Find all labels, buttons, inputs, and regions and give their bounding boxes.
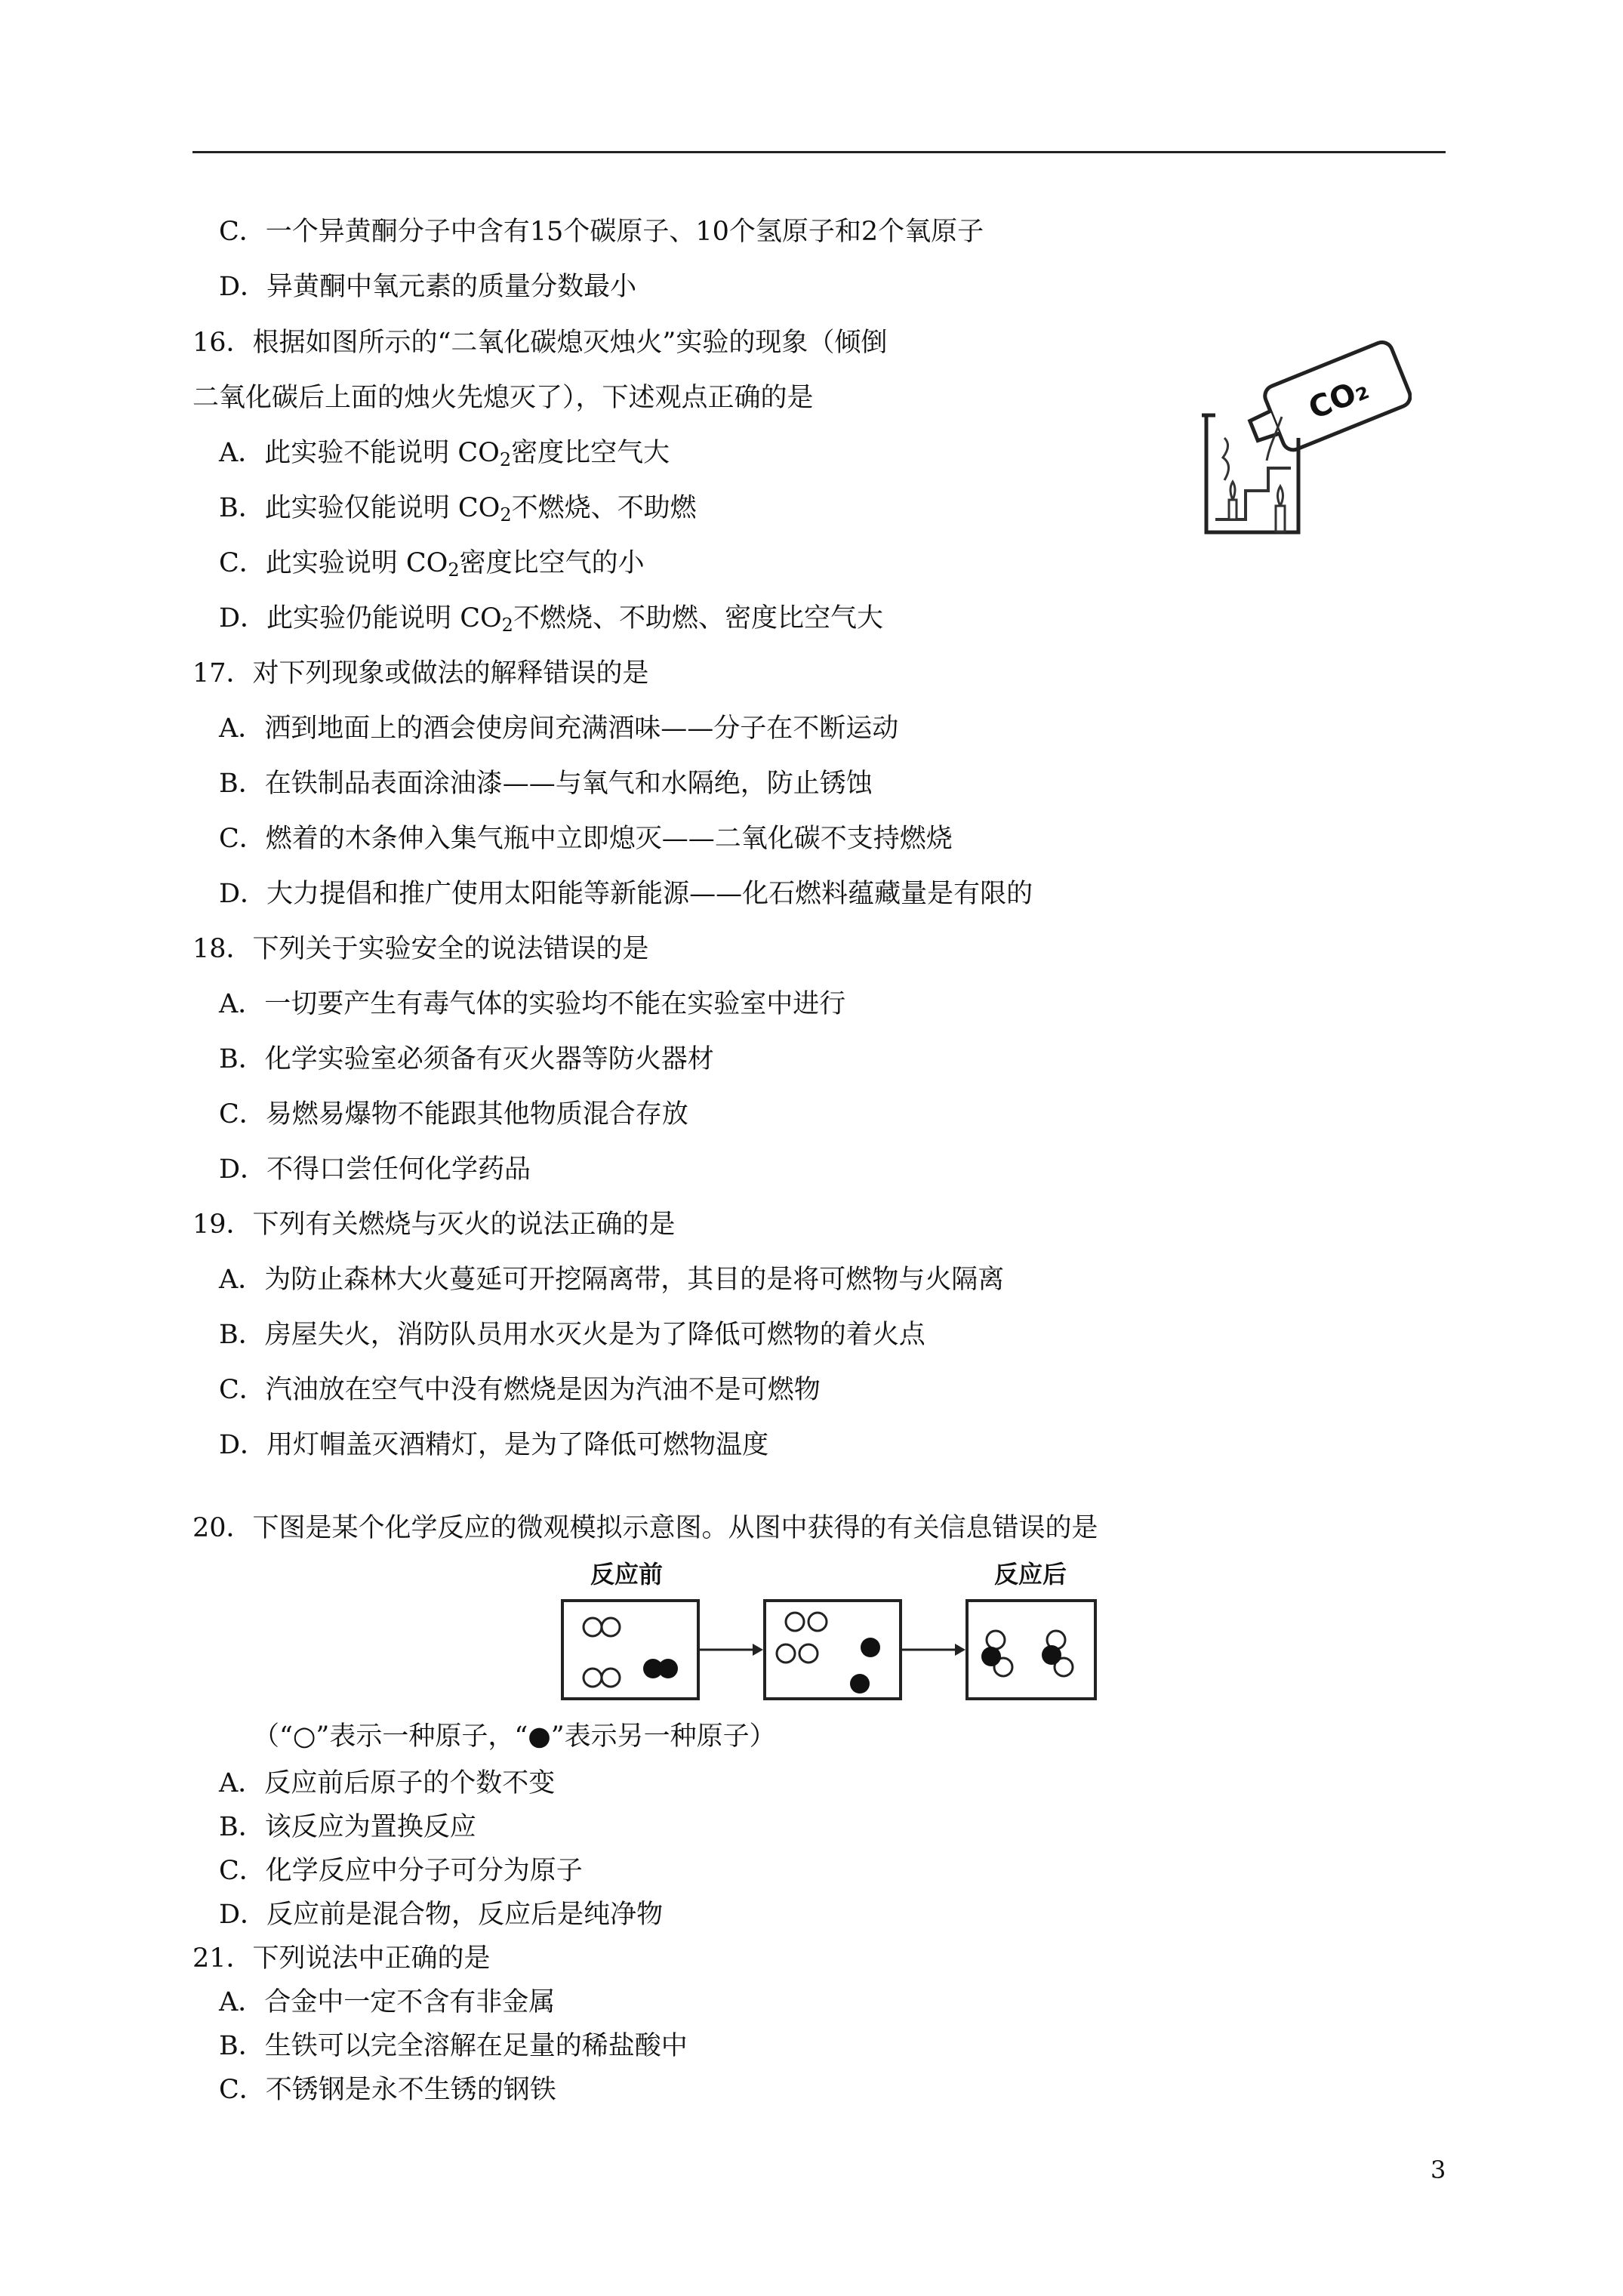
- q15-option-c: C．一个异黄酮分子中含有15个碳原子、10个氢原子和2个氧原子: [219, 217, 984, 247]
- q21-option-c: C．不锈钢是永不生锈的钢铁: [219, 2075, 556, 2105]
- q17-option-d: D．大力提倡和推广使用太阳能等新能源——化石燃料蕴藏量是有限的: [219, 879, 1033, 909]
- q16-stem-line1: 16．根据如图所示的“二氧化碳熄灭烛火”实验的现象（倾倒: [192, 328, 888, 358]
- q17-option-a: A．洒到地面上的酒会使房间充满酒味——分子在不断运动: [219, 713, 899, 744]
- q20-option-c: C．化学反应中分子可分为原子: [219, 1856, 583, 1886]
- before-label: 反应前: [590, 1560, 664, 1589]
- q19-option-b: B．房屋失火，消防队员用水灭火是为了降低可燃物的着火点: [219, 1320, 925, 1350]
- q17-option-c: C．燃着的木条伸入集气瓶中立即熄灭——二氧化碳不支持燃烧: [219, 824, 953, 854]
- q17-option-b: B．在铁制品表面涂油漆——与氧气和水隔绝，防止锈蚀: [219, 769, 873, 799]
- q16-option-c: C．此实验说明 $CO_2$密度比空气的小: [219, 548, 645, 581]
- q21-stem: 21．下列说法中正确的是: [192, 1943, 491, 1974]
- q21-option-b: B．生铁可以完全溶解在足量的稀盐酸中: [219, 2031, 688, 2061]
- q20-legend: （“○”表示一种原子，“●”表示另一种原子）: [253, 1721, 776, 1752]
- q20-stem: 20．下图是某个化学反应的微观模拟示意图。从图中获得的有关信息错误的是: [192, 1513, 1098, 1543]
- q21-option-a: A．合金中一定不含有非金属: [219, 1987, 556, 2017]
- reaction-diagram: [555, 1555, 1098, 1706]
- q16-option-d: D．此实验仍能说明 $CO_2$不燃烧、不助燃、密度比空气大: [219, 603, 883, 636]
- q17-stem: 17．对下列现象或做法的解释错误的是: [192, 658, 649, 689]
- q19-stem: 19．下列有关燃烧与灭火的说法正确的是: [192, 1210, 676, 1240]
- q18-option-b: B．化学实验室必须备有灭火器等防火器材: [219, 1044, 714, 1074]
- q18-stem: 18．下列关于实验安全的说法错误的是: [192, 934, 649, 964]
- co2-candle-figure: [1185, 332, 1412, 544]
- q19-option-c: C．汽油放在空气中没有燃烧是因为汽油不是可燃物: [219, 1375, 821, 1405]
- q19-option-a: A．为防止森林大火蔓延可开挖隔离带，其目的是将可燃物与火隔离: [219, 1265, 1005, 1295]
- q19-option-d: D．用灯帽盖灭酒精灯，是为了降低可燃物温度: [219, 1430, 769, 1460]
- after-label: 反应后: [993, 1560, 1067, 1589]
- q20-option-a: A．反应前后原子的个数不变: [219, 1768, 556, 1798]
- q20-option-d: D．反应前是混合物，反应后是纯净物: [219, 1900, 664, 1930]
- co2-bottle-label: CO₂: [1304, 371, 1374, 427]
- q18-option-c: C．易燃易爆物不能跟其他物质混合存放: [219, 1099, 688, 1130]
- q20-option-b: B．该反应为置换反应: [219, 1812, 476, 1842]
- q15-option-d: D．异黄酮中氧元素的质量分数最小: [219, 272, 637, 302]
- q16-option-b: B．此实验仅能说明 $CO_2$不燃烧、不助燃: [219, 493, 697, 525]
- header-rule: [192, 151, 1446, 153]
- page-number: 3: [1431, 2156, 1446, 2184]
- q18-option-d: D．不得口尝任何化学药品: [219, 1154, 531, 1185]
- q16-option-a: A．此实验不能说明 $CO_2$密度比空气大: [219, 438, 670, 470]
- q16-stem-line2: 二氧化碳后上面的烛火先熄灭了），下述观点正确的是: [192, 383, 814, 413]
- q18-option-a: A．一切要产生有毒气体的实验均不能在实验室中进行: [219, 989, 846, 1019]
